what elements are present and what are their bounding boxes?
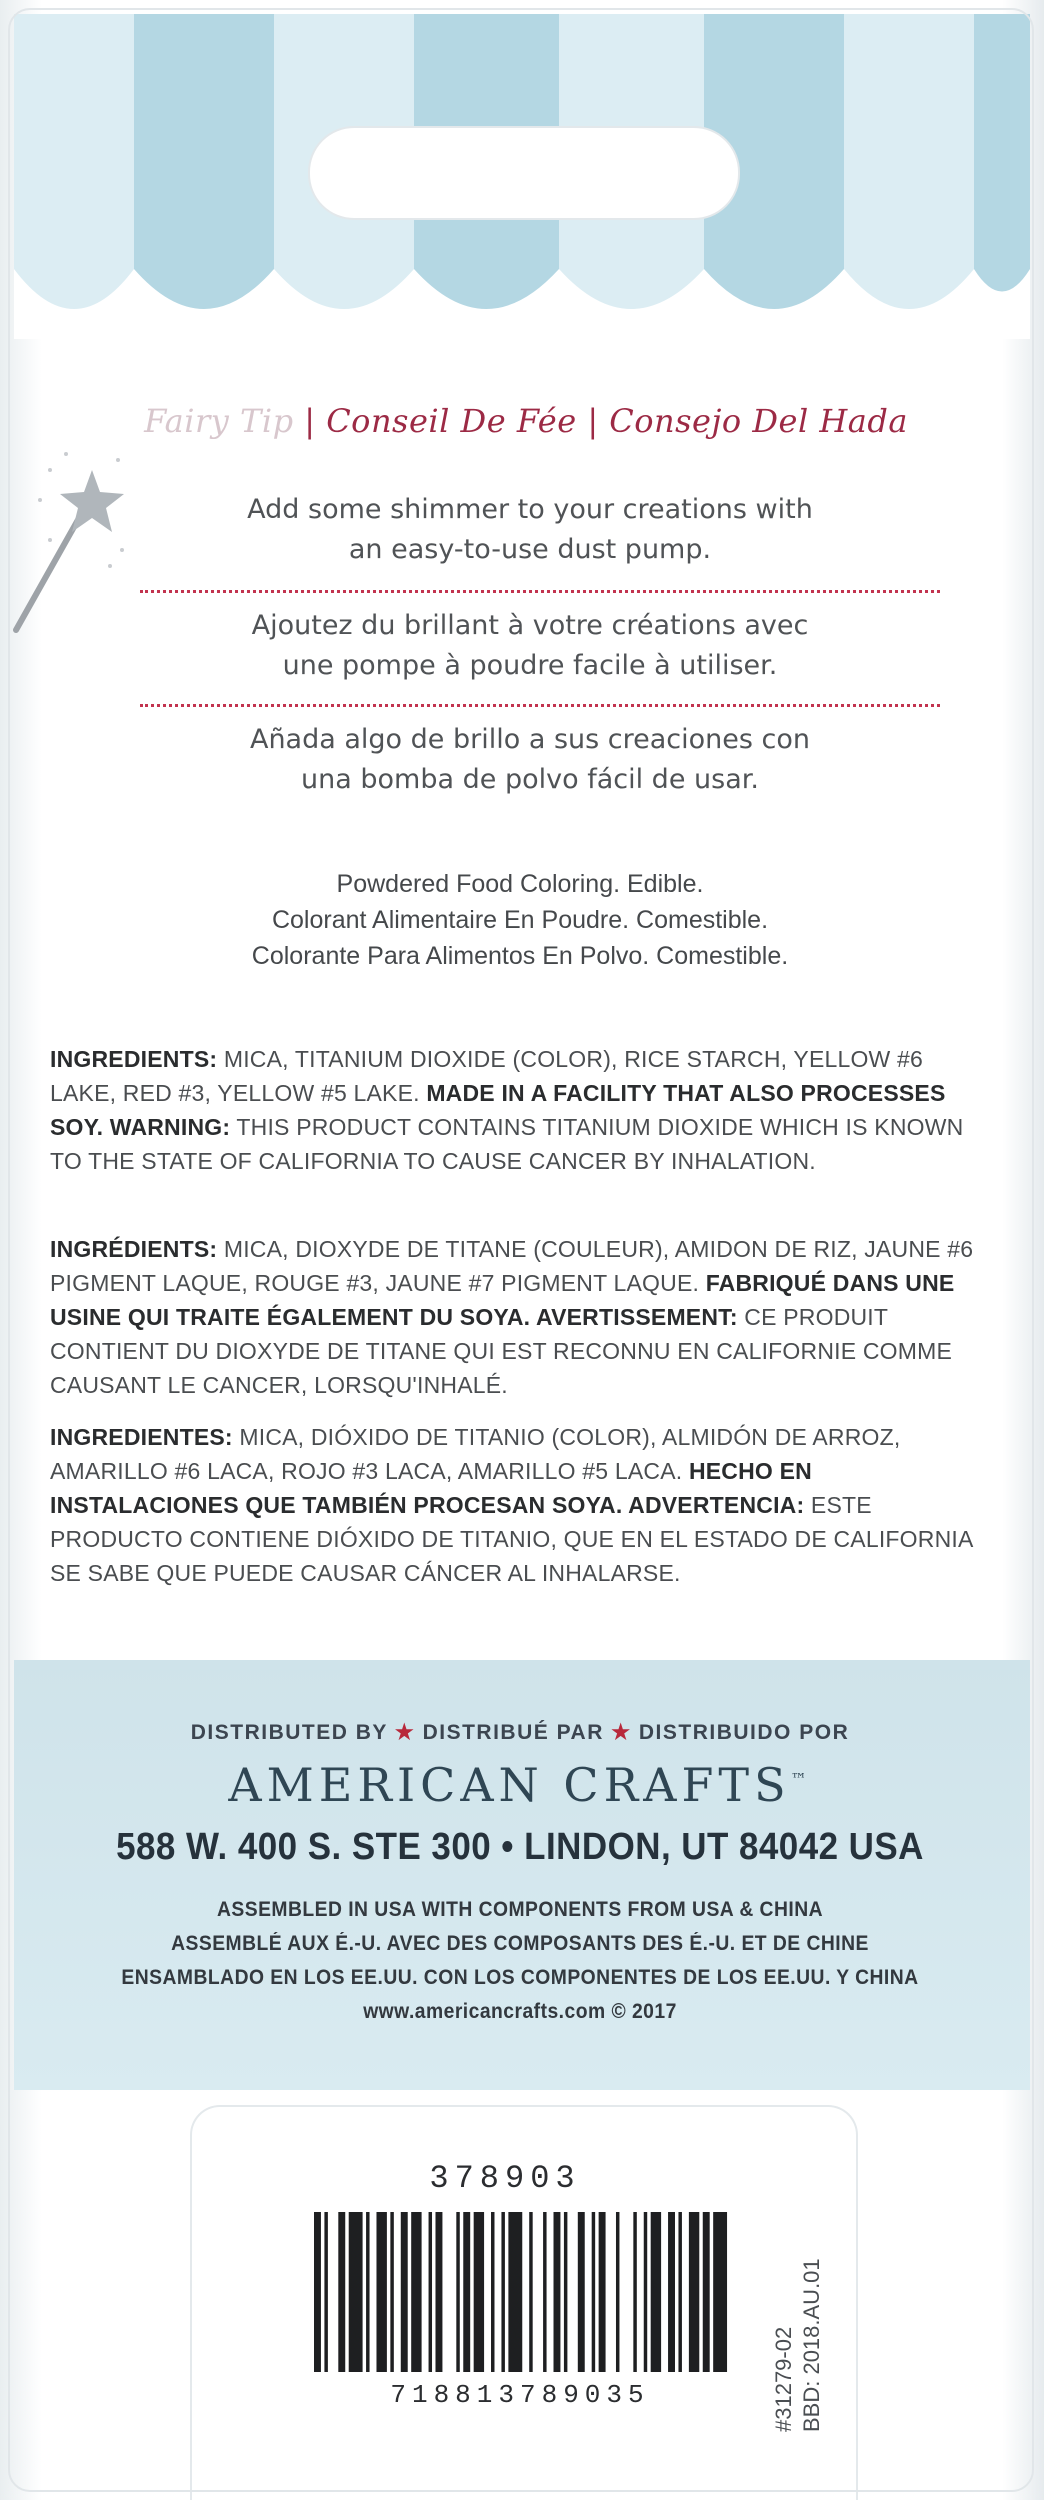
website: www.americancrafts.com © 2017 — [363, 2000, 677, 2023]
tip-english: Add some shimmer to your creations with an easy-to-use dust pump. — [247, 494, 813, 565]
barcode-bar — [314, 2212, 321, 2372]
barcode-bar — [429, 2212, 432, 2372]
ingredients-french: INGRÉDIENTS: MICA, DIOXYDE DE TITANE (COULEUR), AMIDON DE RIZ, JAUNE #6 PIGMENT LAQUE, ROUGE #3, JAUNE #7 PIGMENT LAQUE. FABRIQUÉ DANS UNE USINE QUI TRAITE ÉGALEMENT DU SOYA. AVERTISSEMENT: CE PRODUIT CONTIENT DU DIOXYDE DE TITANE QUI EST RECONNU EN CALIFORNIE COMME CAUSANT LE CANCER, LORSQU'INHALÉ. — [50, 1236, 974, 1398]
barcode-bar — [554, 2212, 561, 2372]
product-description: Powdered Food Coloring. Edible. Colorant Alimentaire En Poudre. Comestible. Colorante Para Alimentos En Polvo. Comestible. — [251, 870, 789, 970]
barcode-bar — [456, 2212, 459, 2372]
distributed-by-label: DISTRIBUTED BY ★ DISTRIBUÉ PAR ★ DISTRIBUIDO POR — [190, 1721, 850, 1744]
brand-name: AMERICAN CRAFTS™ — [228, 1758, 812, 1812]
barcode-bar — [543, 2212, 546, 2372]
star-icon: ★ — [611, 1721, 632, 1744]
ingredients-spanish: INGREDIENTES: MICA, DIÓXIDO DE TITANIO (COLOR), ALMIDÓN DE ARROZ, AMARILLO #6 LACA, ROJO #3 LACA, AMARILLO #5 LACA. HECHO EN INSTALACIONES QUE TAMBIÉN PROCESAN SOYA. ADVERTENCIA: ESTE PRODUCTO CONTIENE DIÓXIDO DE TITANIO, QUE EN EL ESTADO DE CALIFORNIA SE SABE QUE PUEDE CAUSAR CÁNCER AL INHALARSE. — [50, 1424, 973, 1586]
ingredients-english: INGREDIENTS: MICA, TITANIUM DIOXIDE (COLOR), RICE STARCH, YELLOW #6 LAKE, RED #3, YELLOW #5 LAKE. MADE IN A FACILITY THAT ALSO PROCESSES SOY. WARNING: THIS PRODUCT CONTAINS TITANIUM DIOXIDE WHICH IS KNOWN TO THE STATE OF CALIFORNIA TO CAUSE CANCER BY INHALATION. — [50, 1046, 964, 1174]
barcode-bar — [564, 2212, 567, 2372]
fairy-tip-heading: Fairy Tip | Conseil De Fée | Consejo Del Hada — [144, 402, 908, 440]
assembled-french: ASSEMBLÉ AUX É.-U. AVEC DES COMPOSANTS DES É.-U. ET DE CHINE — [171, 1932, 869, 1955]
star-icon: ★ — [394, 1721, 416, 1744]
fairy-tip-fr: Conseil De Fée — [326, 402, 577, 440]
barcode-bar — [463, 2212, 470, 2372]
barcode-bar — [703, 2212, 710, 2372]
barcode-bar — [592, 2212, 595, 2372]
barcode-bar — [651, 2212, 661, 2372]
fairy-tip-es: Consejo Del Hada — [609, 402, 908, 440]
dotted-divider — [140, 590, 940, 593]
barcode-bar — [668, 2212, 675, 2372]
barcode-bar — [435, 2212, 442, 2372]
dotted-divider — [140, 704, 940, 707]
barcode-bar — [390, 2212, 393, 2372]
barcode-bar — [678, 2212, 681, 2372]
barcode-bar — [474, 2212, 484, 2372]
barcode-bar — [324, 2212, 327, 2372]
barcode-bar — [633, 2212, 636, 2372]
barcode-bar — [376, 2212, 386, 2372]
assembled-english: ASSEMBLED IN USA WITH COMPONENTS FROM USA & CHINA — [216, 1898, 824, 1921]
barcode-bar — [411, 2212, 421, 2372]
barcode-bar — [508, 2212, 522, 2372]
barcode-bar — [491, 2212, 494, 2372]
barcode-bar — [529, 2212, 532, 2372]
tip-french: Ajoutez du brillant à votre créations avec une pompe à poudre facile à utiliser. — [251, 610, 809, 681]
barcode-bar — [338, 2212, 345, 2372]
upc-number: 718813789035 — [390, 2380, 650, 2410]
lot-codes: #31279-02 BBD: 2018.AU.01 — [771, 2258, 824, 2432]
barcode-bar — [349, 2212, 363, 2372]
company-address: 588 W. 400 S. STE 300 • LINDON, UT 84042 USA — [116, 1826, 924, 1868]
barcode-image — [314, 2212, 734, 2372]
item-code: 378903 — [429, 2160, 581, 2197]
barcode-bar — [599, 2212, 606, 2372]
barcode-bar — [616, 2212, 619, 2372]
fairy-tip-en: Fairy Tip — [144, 402, 294, 440]
hang-hole — [308, 126, 740, 220]
barcode-bar — [501, 2212, 504, 2372]
barcode-bar — [689, 2212, 699, 2372]
barcode-bar — [366, 2212, 369, 2372]
magic-wand-icon — [10, 440, 130, 640]
barcode-bar — [401, 2212, 408, 2372]
barcode-bar — [713, 2212, 727, 2372]
tip-spanish: Añada algo de brillo a sus creaciones con una bomba de polvo fácil de usar. — [249, 724, 811, 795]
assembled-spanish: ENSAMBLADO EN LOS EE.UU. CON LOS COMPONENTES DE LOS EE.UU. Y CHINA — [121, 1966, 919, 1989]
barcode-bar — [578, 2212, 585, 2372]
barcode-bar — [644, 2212, 647, 2372]
